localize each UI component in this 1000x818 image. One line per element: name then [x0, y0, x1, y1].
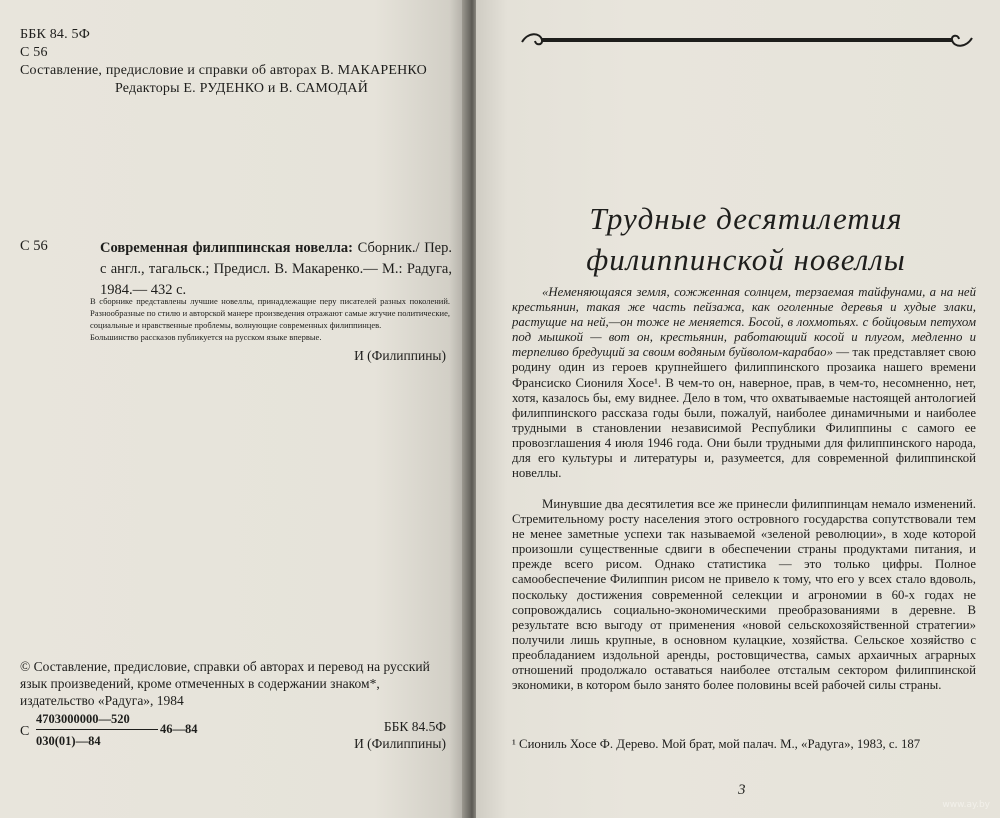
- annotation-text: В сборнике представлены лучшие новеллы, принадлежащие перу писателей разных поколений. Разнообразные по стилю и авторской манере произведения отражают самые жгучие политические, социальные и нравственные проблемы, волнующие современных филиппинцев.: [90, 296, 450, 330]
- paragraph-1-text: — так представляет свою родину один из героев крупнейшего филиппинского прозаика нашего времени Франсиско Сиониля Хосе¹. В чем-то он, наверное, прав, в чем-то, несомненно, нет, хотя, казалось бы, ему виднее. Дело в том, что охватываемые настоящей антологией филиппинского рассказа годы были, пожалуй, наиболее динамичными и наиболее трудными в становлении независимой Республики Филиппины с самого ее провозглашения 4 июля 1946 года. Они были трудными для филиппинского народа, для его культуры и литературы и, разумеется, для современной филиппинской новеллы.: [512, 345, 976, 481]
- price-code-denominator: 030(01)—84: [36, 734, 101, 748]
- bbk-bottom-block: [354, 718, 446, 752]
- book-title: Современная филиппинская новелла:: [100, 240, 353, 256]
- footnote: ¹ Сиониль Хосе Ф. Дерево. Мой брат, мой палач. М., «Радуга», 1983, с. 187: [512, 737, 921, 751]
- imprint-block: [20, 26, 427, 98]
- annotation: [90, 295, 450, 343]
- right-page: [476, 0, 1000, 818]
- imprint-compiler: Составление, предисловие и справки об авторах В. МАКАРЕНКО: [20, 63, 427, 78]
- watermark: www.ay.by: [942, 800, 990, 810]
- subject-index: И (Филиппины): [354, 348, 446, 363]
- bibliography-code: С 56: [20, 238, 48, 254]
- chapter-title-line-1: Трудные десятилетия: [589, 201, 903, 236]
- bibliography-entry: [100, 238, 452, 301]
- imprint-editors: Редакторы Е. РУДЕНКО и В. САМОДАЙ: [115, 81, 369, 96]
- header-ornament: [520, 28, 974, 50]
- copyright-notice: © Составление, предисловие, справки об авторах и перевод на русский язык произведений, кроме отмеченных в содержании знаком*, издательство «Радуга», 1984: [20, 659, 430, 708]
- price-code-suffix: 46—84: [160, 722, 198, 736]
- imprint-code: С 56: [20, 45, 48, 60]
- left-page: [0, 0, 468, 818]
- imprint-bbk: ББК 84. 5Ф: [20, 27, 90, 42]
- quote-text: «Неменяющаяся земля, сожженная солнцем, терзаемая тайфунами, а на ней крестьянин, такая же часть пейзажа, как оголенные деревья и худые злаки, растущие на ней,—он тоже не меняется. Босой, в лохмотьях. с бойцовым петухом под мышкой — вот он, крестьянин, работающий косой и плугом, медленно и терпеливо бредущий за своим водяным буйволом-карабао»: [512, 285, 976, 360]
- paragraph-2: [512, 497, 976, 693]
- bbk-bottom: ББК 84.5Ф: [383, 719, 446, 734]
- fraction-line: [36, 729, 158, 730]
- bibliography-details: Сборник./ Пер. с англ., тагальск.; Предисл. В. Макаренко.— М.: Радуга, 1984.— 432 с.: [100, 240, 452, 298]
- subject-bottom: И (Филиппины): [354, 736, 446, 751]
- paragraph-2-text: Минувшие два десятилетия все же принесли филиппинцам немало изменений. Стремительному росту населения этого островного государства сопутствовали тем не менее заметные успехи так называемой «зеленой революции», в ходе которой произошли существенные сдвиги в обеспечении страны продуктами питания, и прежде всего рисом. Однако статистика — это только цифры. Полное самообеспечение Филиппин рисом не привело к тому, что его у всех стало вдоволь, поскольку достижения современной селекции и агрономии в 60-х годах не сопровождались социально-экономическими преобразованиями в деревне. В результате всю выгоду от применения «новой сельскохозяйственной стратегии» получили лишь крупные, в основном кулацкие, хозяйства. Сельское хозяйство с преобладанием издольной аренды, ростовщичества, самых архаичных аграрных отношений продолжало оставаться наиболее отсталым сектором филиппинской экономики, в котором было занято более половины всей рабочей силы страны.: [512, 497, 976, 693]
- annotation-note: Большинство рассказов публикуется на русском языке впервые.: [90, 332, 322, 342]
- page-number: 3: [738, 782, 746, 798]
- price-code-numerator: 4703000000—520: [36, 712, 130, 726]
- chapter-title-line-2: филиппинской новеллы: [586, 242, 906, 277]
- chapter-title: [526, 198, 966, 280]
- price-code-letter: С: [20, 724, 30, 739]
- paragraph-1: [512, 285, 976, 481]
